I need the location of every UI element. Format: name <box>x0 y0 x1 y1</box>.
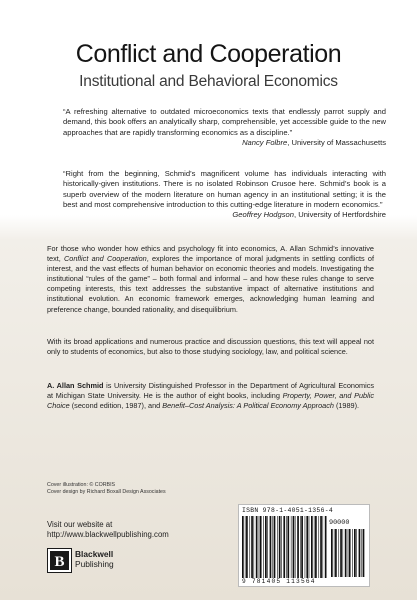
barcode-stripe <box>320 516 322 578</box>
barcode-stripe <box>334 529 335 577</box>
barcode-stripe <box>354 529 356 577</box>
bio-part-b: (second edition, 1987), and <box>69 401 163 411</box>
author-name: A. Allan Schmid <box>47 381 104 390</box>
price-barcode <box>331 529 365 577</box>
ean-barcode <box>242 516 327 578</box>
illustration-credit: Cover illustration: © CORBIS <box>47 482 116 488</box>
barcode-stripe <box>301 516 303 578</box>
barcode-stripe <box>254 516 255 578</box>
barcode-stripe <box>349 529 351 577</box>
barcode-stripe <box>361 529 362 577</box>
publisher-logo <box>47 546 167 576</box>
book-title: Conflict and Cooperation <box>75 40 342 68</box>
quote-1-affiliation: , University of Massachusetts <box>287 137 386 147</box>
quote-2-affiliation: , University of Hertfordshire <box>294 210 386 220</box>
barcode-stripe <box>356 529 357 577</box>
quote-1-author: Nancy Folbre <box>242 137 288 147</box>
audience-text: With its broad applications and numerous practice and discussion questions, this text will appeal not only to students of economics, but also to those studying sociology, law, and political science. <box>47 337 374 357</box>
barcode-stripe <box>245 516 246 578</box>
bio-part-a: is University Distinguished Professor in the Department of Agricultural Economics at Michigan State University. He is the author of eight books, including <box>47 381 375 401</box>
barcode-stripe <box>249 516 250 578</box>
quote-2-author: Geoffrey Hodgson <box>232 210 294 220</box>
barcode-stripe <box>277 516 278 578</box>
audience-paragraph <box>47 337 374 357</box>
author-bio <box>47 381 374 411</box>
price-code: 90000 <box>329 519 350 527</box>
isbn-text: ISBN 978-1-4051-1356-4 <box>242 507 333 514</box>
barcode-stripe <box>274 516 276 578</box>
barcode-stripe <box>331 529 333 577</box>
description-part-a: For those who wonder how ethics and psychology fit into economics, A. Allan Schmid’s innovative text, <box>47 244 374 264</box>
barcode-stripe <box>251 516 253 578</box>
bio-part-c: (1989). <box>333 401 360 411</box>
barcode-stripe <box>297 516 299 578</box>
barcode-stripe <box>314 516 315 578</box>
quote-1-text: “A refreshing alternative to outdated microeconomics texts that endlessly parrot supply and demand, this book offers an analytically sharp, comprehensible, yet accessible guide to the new approaches that are rapidly transforming economics as a discipline.” <box>63 107 386 137</box>
design-credit: Cover design by Richard Boxall Design Associates <box>47 489 166 495</box>
cover-credits <box>47 482 166 496</box>
publisher-name <box>75 549 114 569</box>
book-subtitle: Institutional and Behavioral Economics <box>79 73 338 90</box>
quote-2-attribution <box>63 210 386 220</box>
barcode-stripe <box>263 516 264 578</box>
barcode-stripe <box>345 529 347 577</box>
barcode-stripe <box>340 529 342 577</box>
barcode-stripe <box>318 516 319 578</box>
description-book-title: Conflict and Cooperation <box>64 254 147 264</box>
barcode-stripe <box>343 529 344 577</box>
barcode-panel <box>238 504 370 587</box>
review-quote-2 <box>63 169 386 220</box>
barcode-stripe <box>363 529 365 577</box>
visit-label: Visit our website at <box>47 520 113 529</box>
barcode-stripe <box>291 516 292 578</box>
publisher-line-2: Publishing <box>75 559 114 569</box>
website-notice <box>47 520 169 540</box>
publisher-line-1: Blackwell <box>75 549 114 559</box>
barcode-stripe <box>306 516 308 578</box>
bio-book-1: Property, Power, and Public Choice <box>47 391 374 411</box>
barcode-stripe <box>323 516 324 578</box>
logo-letter: B <box>54 554 65 570</box>
website-link[interactable]: http://www.blackwellpublishing.com <box>47 530 169 539</box>
blackwell-logo-icon <box>47 548 72 573</box>
barcode-stripe <box>335 529 337 577</box>
barcode-stripe <box>267 516 268 578</box>
barcode-stripe <box>259 516 260 578</box>
barcode-stripe <box>272 516 273 578</box>
barcode-stripe <box>315 516 317 578</box>
barcode-stripe <box>260 516 262 578</box>
barcode-stripe <box>246 516 248 578</box>
ean-digits: 9 781405 113564 <box>242 578 316 585</box>
barcode-stripe <box>293 516 295 578</box>
barcode-stripe <box>338 529 339 577</box>
barcode-stripe <box>325 516 327 578</box>
barcode-stripe <box>311 516 313 578</box>
barcode-stripe <box>283 516 285 578</box>
description-paragraph <box>47 244 374 315</box>
barcode-stripe <box>242 516 244 578</box>
barcode-stripe <box>309 516 310 578</box>
barcode-stripe <box>265 516 267 578</box>
barcode-stripe <box>270 516 272 578</box>
barcode-stripe <box>279 516 281 578</box>
review-quote-1 <box>63 107 386 148</box>
bio-book-2: Benefit–Cost Analysis: A Political Economy Approach <box>162 401 334 411</box>
barcode-stripe <box>352 529 353 577</box>
barcode-stripe <box>295 516 296 578</box>
quote-2-text: “Right from the beginning, Schmid’s magnificent volume has individuals interacting with historically-given institutions. There is no isolated Robinson Crusoe here. Schmid’s book is a superb overview of the modern literature on human agency in an institutional setting; it is the best and most comprehensive introduction to this cutting-edge literature in modern economics.” <box>63 169 386 209</box>
barcode-stripe <box>305 516 306 578</box>
barcode-stripe <box>256 516 258 578</box>
barcode-stripe <box>281 516 282 578</box>
barcode-stripe <box>287 516 289 578</box>
description-part-b: , explores the importance of moral judgments in settling conflicts of interest, and the vast effects of human behavior on economic theories and models. Investigating the institutional “rules of the game” – both formal and informal – and how these rules change to serve competing interests, this text addresses the substantive impact of alternative institutions and institutional evolution. An economic framework emerges, acknowledging human learning and preference change, bounded rationality, and disequilibrium. <box>47 254 374 314</box>
barcode-stripe <box>286 516 287 578</box>
barcode-stripe <box>359 529 361 577</box>
barcode-stripe <box>348 529 349 577</box>
quote-1-attribution <box>63 138 386 148</box>
barcode-stripe <box>300 516 301 578</box>
